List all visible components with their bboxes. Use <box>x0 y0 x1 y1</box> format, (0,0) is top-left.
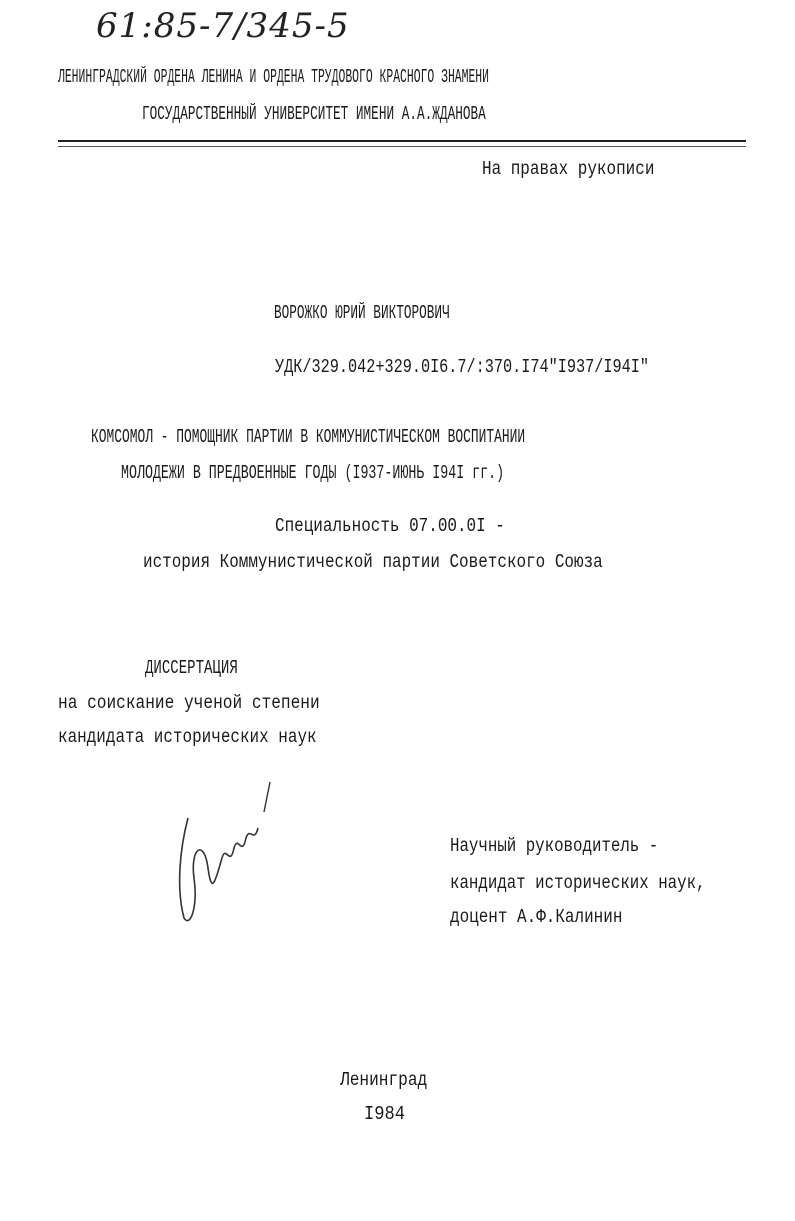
author-name <box>274 302 536 324</box>
supervisor-line-2-text: кандидат исторических наук, <box>450 872 706 894</box>
header-rule <box>58 140 746 142</box>
dissertation-line-3-text: кандидата исторических наук <box>58 726 317 748</box>
author-name-text: ВОРОЖКО ЮРИЙ ВИКТОРОВИЧ <box>274 302 450 324</box>
header-rule-thin <box>58 146 746 147</box>
supervisor-line-1-text: Научный руководитель - <box>450 835 659 857</box>
dissertation-line-3 <box>58 726 366 748</box>
title-line-1 <box>91 426 730 448</box>
dissertation-line-2 <box>58 692 366 714</box>
title-line-2-text: МОЛОДЕЖИ В ПРЕДВОЕННЫЕ ГОДЫ (I937-ИЮНЬ I94I гг.) <box>121 462 505 484</box>
university-line-1 <box>58 66 776 88</box>
supervisor-line-3 <box>450 906 655 928</box>
dissertation-heading-text: ДИССЕРТАЦИЯ <box>145 657 238 679</box>
year <box>364 1103 410 1125</box>
udc-code <box>275 356 742 378</box>
signature-tick <box>264 782 270 812</box>
archive-mark: 61:85-7/345-5 <box>96 6 350 46</box>
specialty-line-1-text: Специальность 07.00.0I - <box>275 515 505 537</box>
place <box>340 1069 443 1091</box>
supervisor-line-3-text: доцент А.Ф.Калинин <box>450 906 623 928</box>
signature-stroke <box>180 818 258 921</box>
supervisor-line-1 <box>450 835 701 857</box>
specialty-line-2 <box>143 551 690 573</box>
manuscript-note <box>482 158 687 180</box>
dissertation-heading <box>145 657 270 679</box>
university-line-2 <box>142 103 655 125</box>
year-text: I984 <box>364 1103 406 1125</box>
dissertation-line-2-text: на соискание ученой степени <box>58 692 320 714</box>
place-text: Ленинград <box>340 1069 428 1091</box>
manuscript-note-text: На правах рукописи <box>482 158 655 180</box>
supervisor-line-2 <box>450 872 758 894</box>
udc-code-text: УДК/329.042+329.0I6.7/:370.I74"I937/I94I" <box>275 356 649 378</box>
signature <box>170 778 290 938</box>
university-line-1-text: ЛЕНИНГРАДСКИЙ ОРДЕНА ЛЕНИНА И ОРДЕНА ТРУДОВОГО КРАСНОГО ЗНАМЕНИ <box>58 66 489 88</box>
university-line-2-text: ГОСУДАРСТВЕННЫЙ УНИВЕРСИТЕТ ИМЕНИ А.А.ЖДАНОВА <box>142 103 486 125</box>
title-line-2 <box>121 462 668 484</box>
title-line-1-text: КОМСОМОЛ - ПОМОЩНИК ПАРТИИ В КОММУНИСТИЧЕСКОМ ВОСПИТАНИИ <box>91 426 526 448</box>
specialty-line-2-text: история Коммунистической партии Советского Союза <box>143 551 603 573</box>
specialty-line-1 <box>275 515 549 537</box>
